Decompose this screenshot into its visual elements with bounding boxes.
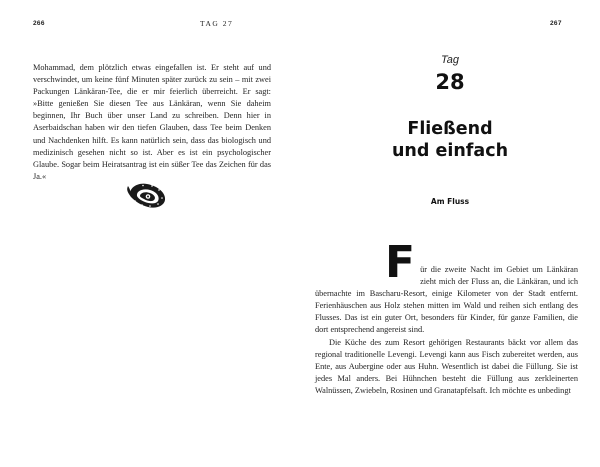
- chapter-title: [300, 118, 600, 162]
- page-number-right: 267: [550, 20, 562, 27]
- right-body-text: [315, 237, 578, 397]
- paisley-icon: [125, 181, 169, 211]
- left-body-paragraph: Mohammad, dem plötzlich etwas eingefallen ist. Er steht auf und verschwindet, um keine fünf Minuten später zurück zu sein – mit zwei Packungen Länkäran-Tee, die er mir feierlich überreicht. Er sagt: »Bitte genießen Sie diesen Tee aus Länkäran, wenn Sie daheim beginnen, Ihr Buch über unser Land zu schreiben. Denn hier in Aserbaidschan haben wir den tiefen Glauben, dass Tee beim Denken und Nachdenken hilft. Es kann natürlich sein, dass das biologisch und medizinisch gesehen nicht so ist. Aber es ist ein psychologischer Glaube. Sogar beim Heiratsantrag ist ein süßer Tee das Zeichen für das Ja.«: [33, 63, 271, 181]
- right-body-paragraph-2: Die Küche des zum Resort gehörigen Restaurants bäckt vor allem das regional traditionelle Levengi. Levengi kann aus Fisch zubereitet werden, aus Ente, aus Aubergine oder aus Huhn. Wesentlich ist dabei die Füllung. Sie ist jedes Mal anders. Bei Hühnchen besteht die Füllung aus zerkleinerten Walnüssen, Zwiebeln, Rosinen und Granatapfelsaft. Ich möchte es unbedingt: [315, 337, 578, 395]
- chapter-title-line-2: und einfach: [391, 141, 509, 161]
- drop-cap: F: [385, 237, 416, 288]
- chapter-title-line-1: Fließend: [407, 119, 493, 139]
- chapter-location: Am Fluss: [430, 197, 470, 206]
- right-body-paragraph-1: ür die zweite Nacht im Gebiet um Länkäran zieht mich der Fluss an, die Länkäran, und ich übernachte im Bascharu-Resort, einige Kilometer von der Stadt entfernt. Ferienhäuschen aus Holz stehen mitten im Wald und reihen sich entlang des Flusses. Das ist ein guter Ort, besonders für Kinder, für ganze Familien, die dort entsprechend angereist sind.: [315, 265, 578, 335]
- running-head: TAG 27: [200, 19, 234, 28]
- page-number-left: 266: [33, 20, 45, 27]
- right-page: [300, 0, 600, 467]
- day-label: Tag: [441, 54, 459, 66]
- day-number: 28: [435, 70, 465, 94]
